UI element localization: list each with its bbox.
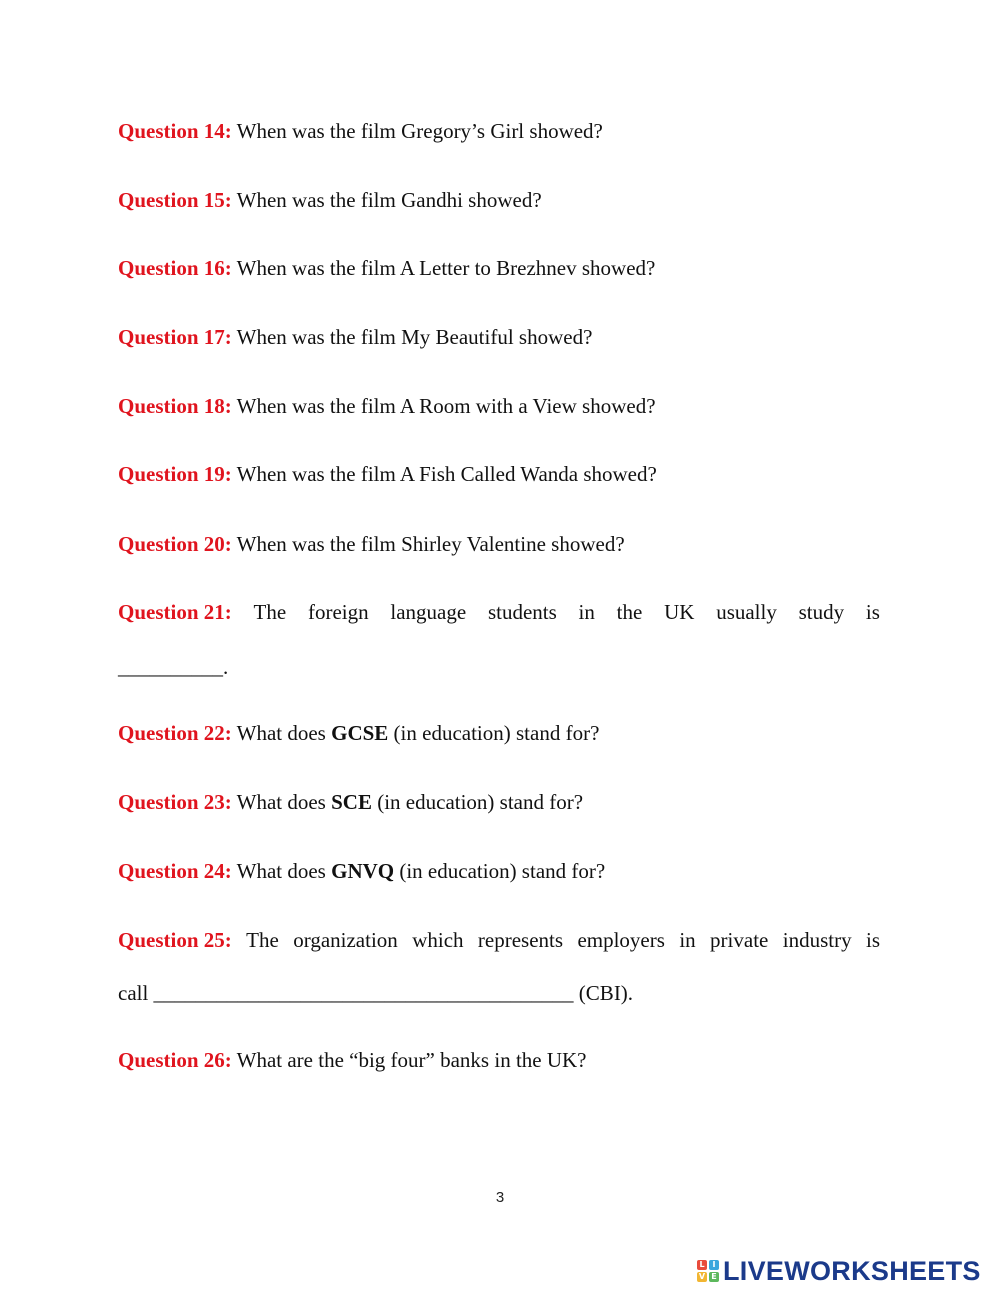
question-22 bbox=[118, 720, 880, 746]
question-16 bbox=[118, 255, 880, 281]
question-text: When was the film A Fish Called Wanda showed? bbox=[231, 462, 657, 486]
question-word: the bbox=[616, 600, 643, 624]
question-text: When was the film My Beautiful showed? bbox=[231, 325, 593, 349]
question-word: usually bbox=[716, 600, 777, 624]
question-word: The bbox=[253, 600, 287, 624]
question-23 bbox=[118, 789, 880, 815]
question-text: When was the film Gandhi showed? bbox=[231, 188, 542, 212]
question-text: When was the film Gregory’s Girl showed? bbox=[231, 119, 603, 143]
question-label: Question 16: bbox=[118, 256, 232, 280]
question-word: in bbox=[578, 600, 595, 624]
page-number: 3 bbox=[495, 1189, 505, 1206]
question-text: What does bbox=[231, 721, 332, 745]
question-label: Question 25: bbox=[118, 928, 232, 952]
question-word: represents bbox=[477, 928, 564, 952]
question-word: study bbox=[798, 600, 845, 624]
question-word: which bbox=[412, 928, 464, 952]
logo-tile: I bbox=[709, 1260, 719, 1270]
question-19 bbox=[118, 461, 880, 487]
abbreviation-term: GCSE bbox=[331, 721, 389, 745]
question-20 bbox=[118, 531, 880, 557]
brand-name: LIVEWORKSHEETS bbox=[723, 1255, 981, 1286]
question-15 bbox=[118, 187, 880, 213]
logo-tile: V bbox=[698, 1272, 706, 1281]
question-label: Question 18: bbox=[118, 394, 232, 418]
abbreviation-term: GNVQ bbox=[331, 859, 395, 883]
question-label: Question 26: bbox=[118, 1048, 232, 1072]
question-word: industry bbox=[782, 928, 852, 952]
question-18 bbox=[118, 393, 880, 419]
logo-tile: E bbox=[709, 1272, 719, 1282]
question-label: Question 20: bbox=[118, 532, 232, 556]
question-label: Question 15: bbox=[118, 188, 232, 212]
question-26 bbox=[118, 1047, 880, 1073]
question-text: When was the film Shirley Valentine showed? bbox=[231, 532, 625, 556]
question-text: What are the “big four” banks in the UK? bbox=[231, 1048, 587, 1072]
question-word: students bbox=[487, 600, 557, 624]
question-21 bbox=[118, 599, 880, 625]
question-word: is bbox=[865, 928, 880, 952]
question-label: Question 17: bbox=[118, 325, 232, 349]
question-word: UK bbox=[664, 600, 695, 624]
answer-line[interactable]: call ________________________________________ (CBI). bbox=[118, 981, 634, 1005]
abbreviation-term: SCE bbox=[331, 790, 372, 814]
question-label: Question 21: bbox=[118, 600, 232, 624]
question-word: The bbox=[246, 928, 279, 952]
liveworksheets-logo bbox=[697, 1256, 981, 1286]
question-word: in bbox=[679, 928, 696, 952]
question-word: is bbox=[865, 600, 880, 624]
question-25 bbox=[118, 927, 880, 953]
question-word: employers bbox=[577, 928, 665, 952]
question-label: Question 14: bbox=[118, 119, 232, 143]
question-24 bbox=[118, 858, 880, 884]
question-word: private bbox=[710, 928, 769, 952]
question-text: When was the film A Room with a View showed? bbox=[231, 394, 656, 418]
question-text: (in education) stand for? bbox=[371, 790, 584, 814]
question-word: organization bbox=[293, 928, 398, 952]
question-label: Question 23: bbox=[118, 790, 232, 814]
question-label: Question 24: bbox=[118, 859, 232, 883]
question-text: When was the film A Letter to Brezhnev showed? bbox=[231, 256, 656, 280]
answer-blank-21[interactable] bbox=[118, 654, 880, 680]
brand-icon bbox=[697, 1260, 719, 1282]
answer-blank-25[interactable] bbox=[118, 980, 880, 1006]
question-text: (in education) stand for? bbox=[388, 721, 600, 745]
question-word: foreign bbox=[307, 600, 369, 624]
question-14 bbox=[118, 118, 880, 144]
question-text: What does bbox=[231, 790, 332, 814]
answer-blank[interactable]: __________. bbox=[118, 655, 229, 679]
question-word: language bbox=[390, 600, 467, 624]
logo-tile: L bbox=[697, 1260, 707, 1270]
question-label: Question 22: bbox=[118, 721, 232, 745]
question-label: Question 19: bbox=[118, 462, 232, 486]
question-17 bbox=[118, 324, 880, 350]
question-text: What does bbox=[231, 859, 332, 883]
question-text: (in education) stand for? bbox=[394, 859, 606, 883]
